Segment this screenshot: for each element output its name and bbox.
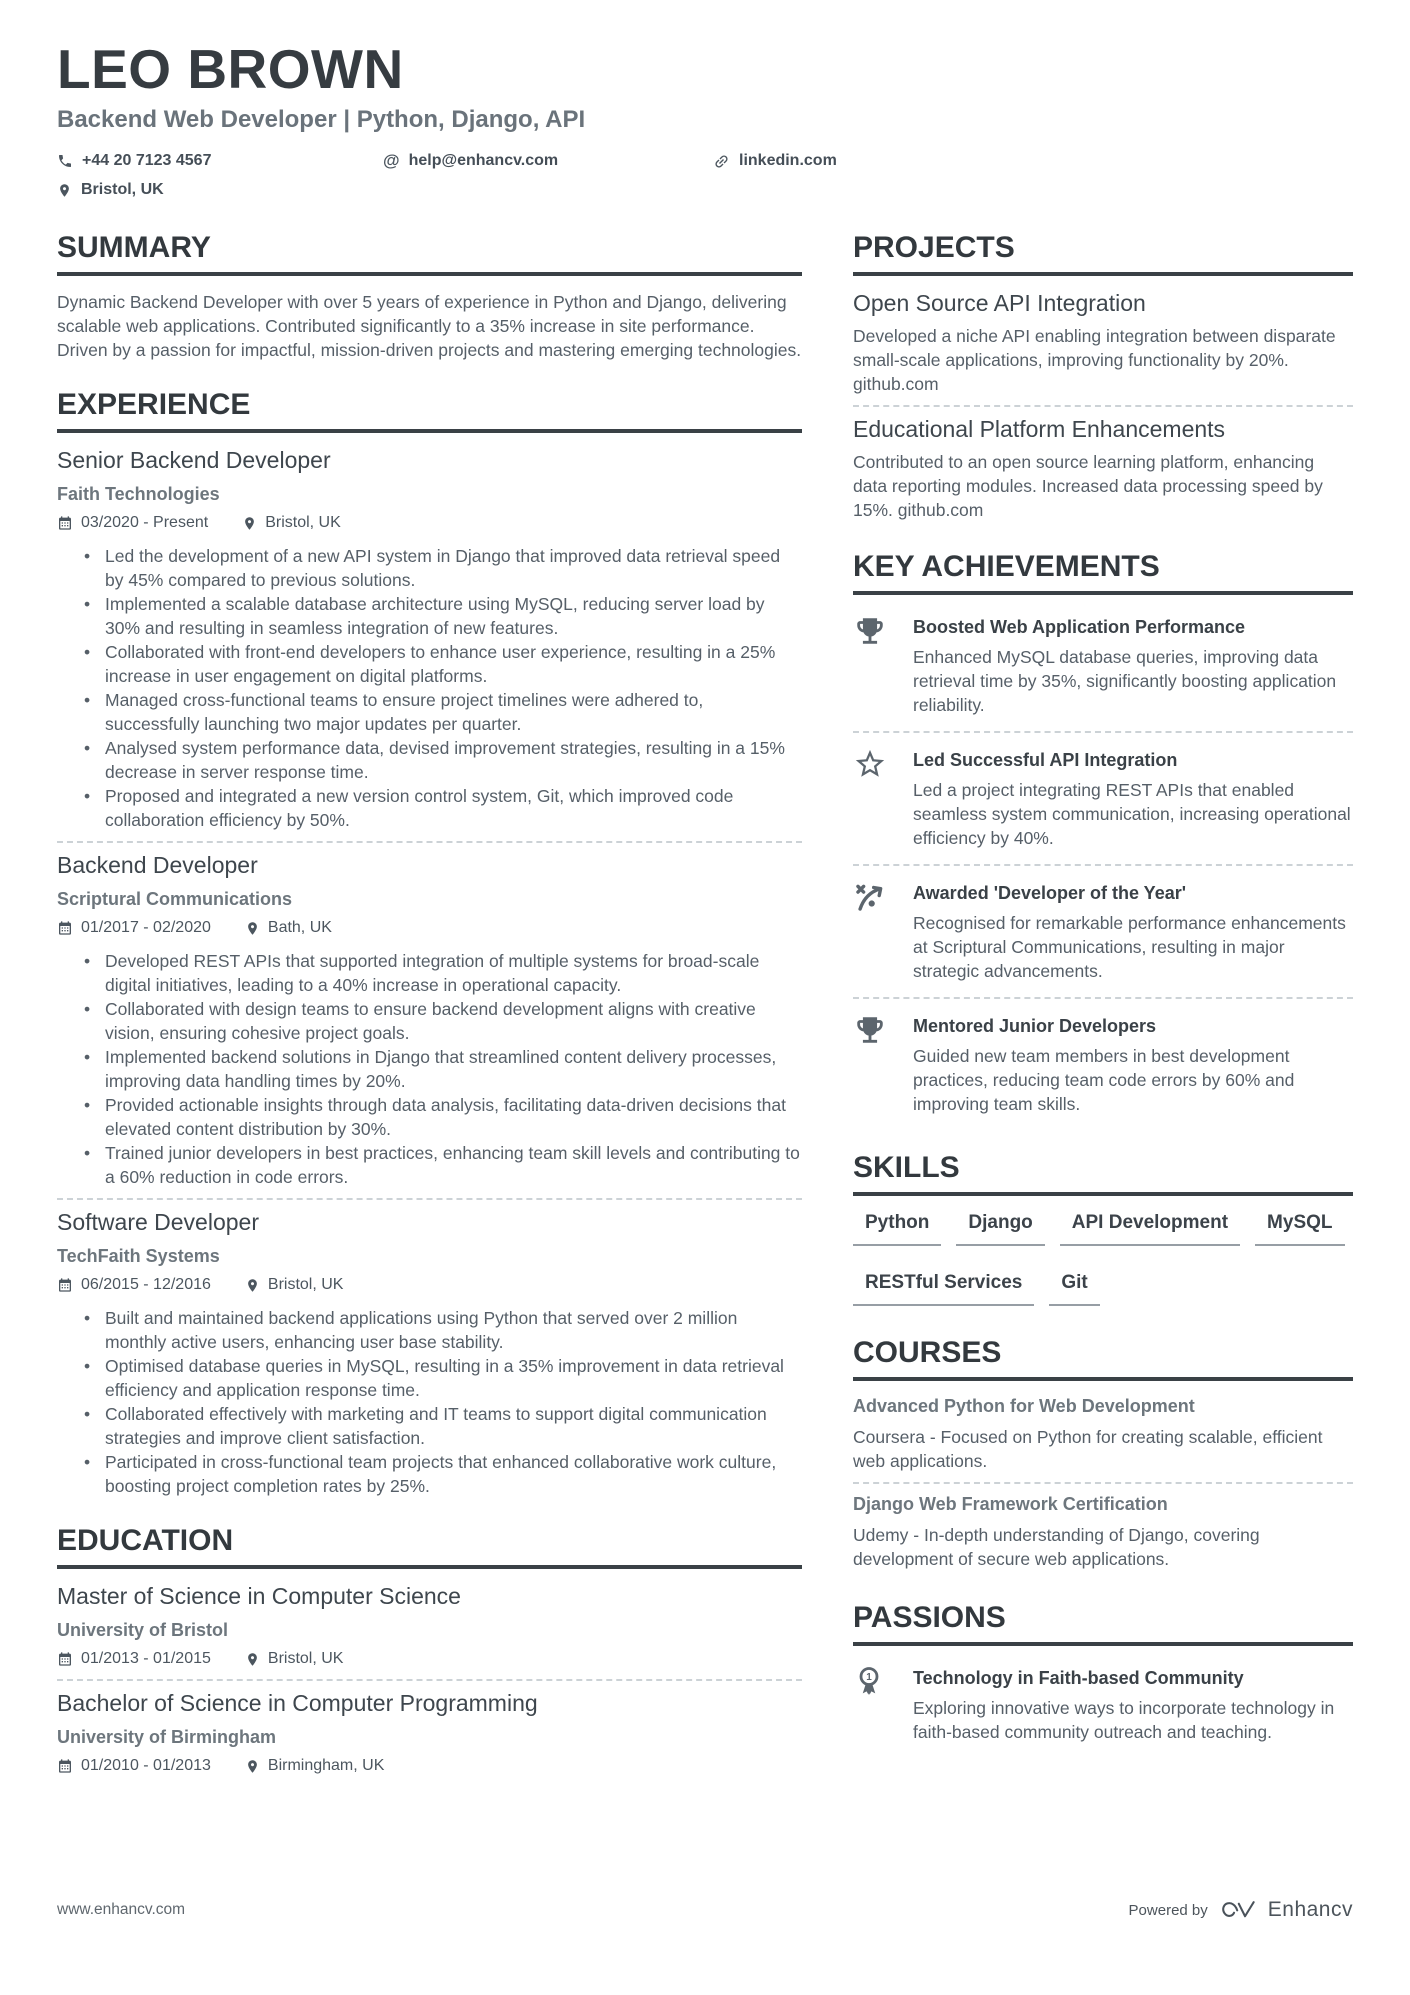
skills-list [853, 1212, 1353, 1306]
projects-heading: PROJECTS [853, 231, 1353, 276]
medal-icon [853, 1665, 889, 1744]
bullet-item: • Collaborated with front-end developers to enhance user experience, resulting in a 25% increase in user engagement on digital platforms. [57, 640, 802, 688]
calendar-icon [57, 920, 73, 936]
enhancv-site-link[interactable]: www.enhancv.com [57, 1901, 186, 1918]
summary-heading: SUMMARY [57, 231, 802, 276]
degree-meta [57, 1755, 802, 1777]
degree-location: Birmingham, UK [245, 1755, 384, 1777]
company-name: TechFaith Systems [57, 1246, 220, 1266]
location-pin-icon [245, 1652, 260, 1667]
bullet-item: • Collaborated effectively with marketing and IT teams to support digital communication strategies and improve client satisfaction. [57, 1402, 802, 1450]
location-pin-icon [245, 921, 260, 936]
bullet-item: • Analysed system performance data, devised improvement strategies, resulting in a 15% decrease in server response time. [57, 736, 802, 784]
headline: Backend Web Developer | Python, Django, API [57, 106, 586, 133]
page-footer [57, 1898, 1353, 1922]
job-dates: 03/2020 - Present [57, 512, 208, 534]
resume-header [57, 38, 1353, 201]
school-name: University of Birmingham [57, 1727, 277, 1747]
contact-phone [57, 150, 383, 172]
experience-heading: EXPERIENCE [57, 388, 802, 433]
job-bullets [57, 544, 802, 832]
skill-tag: RESTful Services [853, 1272, 1034, 1306]
job-location: Bristol, UK [245, 1274, 344, 1296]
achievement-text: Led a project integrating REST APIs that enabled seamless system communication, increasing operational efficiency by 40%. [913, 780, 1351, 848]
resume-columns [57, 231, 1353, 1777]
skills-heading: SKILLS [853, 1151, 1353, 1196]
project-description: Developed a niche API enabling integration between disparate small-scale applications, improving functionality by 20%. github.com [853, 326, 1336, 394]
degree-title: Master of Science in Computer Science [57, 1583, 461, 1609]
bullet-item: • Optimised database queries in MySQL, resulting in a 35% improvement in data retrieval efficiency and application response time. [57, 1354, 802, 1402]
experience-section [57, 388, 802, 1498]
project-link[interactable]: github.com [897, 500, 984, 520]
skill-tag: Git [1049, 1272, 1099, 1306]
passion-body [913, 1665, 1353, 1744]
enhancv-brand-text: Enhancv [1267, 1898, 1353, 1921]
dashed-divider [57, 1198, 802, 1200]
education-section [57, 1524, 802, 1777]
bullet-item: • Developed REST APIs that supported integration of multiple systems for broad-scale digital initiatives, leading to a 40% increase in operational capacity. [57, 949, 802, 997]
degree-title: Bachelor of Science in Computer Programming [57, 1690, 538, 1716]
location-pin-icon [57, 183, 72, 198]
degree-location: Bristol, UK [245, 1648, 344, 1670]
location-pin-icon [242, 516, 257, 531]
courses-section [853, 1336, 1353, 1571]
calendar-icon [57, 1277, 73, 1293]
degree-dates: 01/2013 - 01/2015 [57, 1648, 211, 1670]
project-entry [853, 416, 1353, 522]
email-address[interactable]: help@enhancv.com [408, 152, 559, 169]
dashed-divider [853, 1482, 1353, 1484]
achievement-title: Led Successful API Integration [913, 750, 1178, 770]
job-meta [57, 1274, 802, 1296]
achievement-title: Mentored Junior Developers [913, 1016, 1157, 1036]
job-dates: 06/2015 - 12/2016 [57, 1274, 211, 1296]
skill-tag: Django [956, 1212, 1044, 1246]
passions-heading: PASSIONS [853, 1601, 1353, 1646]
location-pin-icon [245, 1759, 260, 1774]
dashed-divider [853, 731, 1353, 733]
link-icon [709, 149, 733, 173]
project-entry [853, 290, 1353, 396]
contact-email[interactable] [383, 150, 713, 172]
achievement-entry [853, 742, 1353, 855]
passions-section [853, 1601, 1353, 1749]
star-icon [853, 747, 889, 850]
achievement-entry [853, 609, 1353, 722]
degree-entry [57, 1583, 802, 1670]
achievements-heading: KEY ACHIEVEMENTS [853, 550, 1353, 595]
powered-by-label: Powered by [1128, 1901, 1208, 1919]
courses-heading: COURSES [853, 1336, 1353, 1381]
passion-text: Exploring innovative ways to incorporate technology in faith-based community outreach and teaching. [913, 1698, 1335, 1742]
svg-text:1: 1 [866, 1672, 872, 1684]
job-title: Software Developer [57, 1209, 259, 1235]
person-name: LEO BROWN [57, 38, 404, 100]
calendar-icon [57, 1758, 73, 1774]
achievement-body [913, 747, 1353, 850]
enhancv-logo-icon [1220, 1899, 1256, 1921]
left-column [57, 231, 802, 1777]
project-title: Educational Platform Enhancements [853, 416, 1226, 442]
location-pin-icon [245, 1278, 260, 1293]
job-location: Bristol, UK [242, 512, 341, 534]
job-location: Bath, UK [245, 917, 332, 939]
achievement-entry [853, 1008, 1353, 1121]
job-entry [57, 447, 802, 832]
achievements-section [853, 550, 1353, 1121]
degree-entry [57, 1690, 802, 1777]
skills-section [853, 1151, 1353, 1306]
achievement-text: Enhanced MySQL database queries, improving data retrieval time by 35%, significantly boosting application reliability. [913, 647, 1337, 715]
projects-section [853, 231, 1353, 522]
contact-linkedin[interactable] [713, 150, 1353, 172]
job-dates: 01/2017 - 02/2020 [57, 917, 211, 939]
job-meta [57, 917, 802, 939]
right-column [853, 231, 1353, 1777]
course-entry [853, 1395, 1353, 1473]
strategy-icon [853, 880, 889, 983]
skill-tag: MySQL [1255, 1212, 1344, 1246]
job-entry [57, 1209, 802, 1498]
job-title: Backend Developer [57, 852, 258, 878]
contact-info [57, 150, 1353, 201]
bullet-item: • Provided actionable insights through data analysis, facilitating data-driven decisions that elevated content distribution by 30%. [57, 1093, 802, 1141]
achievement-body [913, 614, 1353, 717]
course-title: Advanced Python for Web Development [853, 1396, 1195, 1416]
achievement-text: Guided new team members in best development practices, reducing team code errors by 60% and improving team skills. [913, 1046, 1295, 1114]
linkedin-url[interactable]: linkedin.com [739, 152, 837, 169]
achievement-title: Boosted Web Application Performance [913, 617, 1246, 637]
achievement-title: Awarded 'Developer of the Year' [913, 883, 1186, 903]
job-title: Senior Backend Developer [57, 447, 331, 473]
job-bullets [57, 1306, 802, 1498]
powered-by [1129, 1898, 1353, 1922]
calendar-icon [57, 515, 73, 531]
bullet-item: • Managed cross-functional teams to ensure project timelines were adhered to, successfully launching two major updates per quarter. [57, 688, 802, 736]
bullet-item: • Implemented a scalable database architecture using MySQL, reducing server load by 30% and resulting in seamless integration of new features. [57, 592, 802, 640]
at-icon: @ [383, 151, 400, 170]
course-entry [853, 1493, 1353, 1571]
passion-title: Technology in Faith-based Community [913, 1668, 1244, 1688]
education-heading: EDUCATION [57, 1524, 802, 1569]
skill-tag: Python [853, 1212, 941, 1246]
company-name: Faith Technologies [57, 484, 220, 504]
achievement-entry [853, 875, 1353, 988]
job-bullets [57, 949, 802, 1189]
bullet-item: • Built and maintained backend applications using Python that served over 2 million monthly active users, enhancing user base stability. [57, 1306, 802, 1354]
achievement-text: Recognised for remarkable performance enhancements at Scriptural Communications, resulting in major strategic advancements. [913, 913, 1346, 981]
school-name: University of Bristol [57, 1620, 229, 1640]
company-name: Scriptural Communications [57, 889, 293, 909]
phone-icon [57, 153, 73, 169]
achievement-body [913, 880, 1353, 983]
job-meta [57, 512, 802, 534]
bullet-item: • Collaborated with design teams to ensure backend development aligns with creative vision, ensuring cohesive project goals. [57, 997, 802, 1045]
skill-tag: API Development [1060, 1212, 1240, 1246]
dashed-divider [853, 405, 1353, 407]
bullet-item: • Implemented backend solutions in Django that streamlined content delivery processes, improving data handling times by 20%. [57, 1045, 802, 1093]
bullet-item: • Participated in cross-functional team projects that enhanced collaborative work culture, boosting project completion rates by 25%. [57, 1450, 802, 1498]
degree-dates: 01/2010 - 01/2013 [57, 1755, 211, 1777]
passion-entry [853, 1660, 1353, 1749]
trophy-icon [853, 614, 889, 717]
course-description: Coursera - Focused on Python for creating scalable, efficient web applications. [853, 1427, 1323, 1471]
phone-number: +44 20 7123 4567 [82, 152, 212, 169]
course-title: Django Web Framework Certification [853, 1494, 1168, 1514]
bullet-item: • Proposed and integrated a new version control system, Git, which improved code collaboration efficiency by 50%. [57, 784, 802, 832]
dashed-divider [853, 997, 1353, 999]
summary-section [57, 231, 802, 362]
bullet-item: • Led the development of a new API system in Django that improved data retrieval speed by 45% compared to previous solutions. [57, 544, 802, 592]
project-title: Open Source API Integration [853, 290, 1146, 316]
dashed-divider [853, 864, 1353, 866]
dashed-divider [57, 841, 802, 843]
project-description: Contributed to an open source learning platform, enhancing data reporting modules. Increased data processing speed by 15%. github.com [853, 452, 1323, 520]
calendar-icon [57, 1651, 73, 1667]
trophy-icon [853, 1013, 889, 1116]
degree-meta [57, 1648, 802, 1670]
achievement-body [913, 1013, 1353, 1116]
job-entry [57, 852, 802, 1189]
dashed-divider [57, 1679, 802, 1681]
location-text: Bristol, UK [81, 181, 164, 198]
contact-location [57, 179, 383, 201]
summary-text: Dynamic Backend Developer with over 5 years of experience in Python and Django, delivering scalable web applications. Contributed significantly to a 35% increase in site performance. Driven by a passion for impactful, mission-driven projects and mastering emerging technologies. [57, 292, 802, 360]
bullet-item: • Trained junior developers in best practices, enhancing team skill levels and contributing to a 60% reduction in code errors. [57, 1141, 802, 1189]
course-description: Udemy - In-depth understanding of Django, covering development of secure web applications. [853, 1525, 1260, 1569]
project-link[interactable]: github.com [853, 374, 939, 394]
